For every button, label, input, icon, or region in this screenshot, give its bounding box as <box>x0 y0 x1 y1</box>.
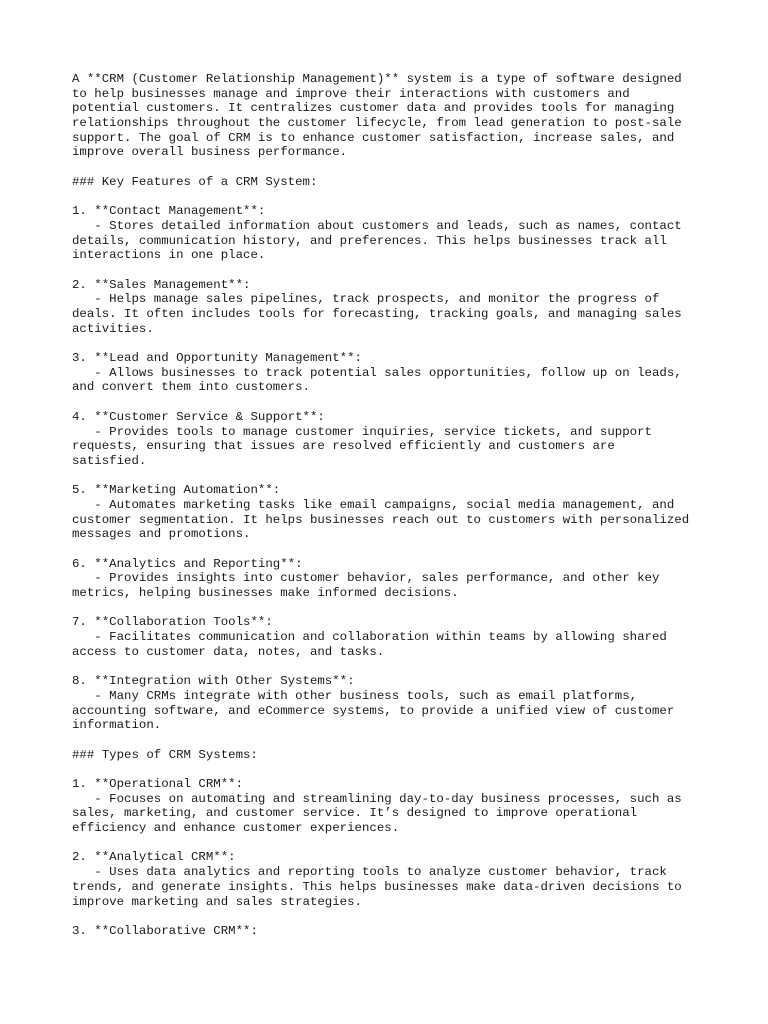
text-line: relationships throughout the customer lifecycle, from lead generation to post-sale <box>72 116 682 131</box>
text-line: - Allows businesses to track potential sales opportunities, follow up on leads, <box>72 365 682 380</box>
text-line: potential customers. It centralizes customer data and provides tools for managing <box>72 101 675 116</box>
text-line: 8. **Integration with Other Systems**: <box>72 674 355 689</box>
text-line: A **CRM (Customer Relationship Management)** system is a type of software designed <box>72 72 682 86</box>
text-line: messages and promotions. <box>72 527 251 542</box>
text-line: 2. **Sales Management**: <box>72 277 251 292</box>
text-line: 2. **Analytical CRM**: <box>72 850 236 865</box>
text-line <box>72 336 732 351</box>
text-line: support. The goal of CRM is to enhance customer satisfaction, increase sales, and <box>72 130 675 145</box>
text-line: interactions in one place. <box>72 248 266 263</box>
text-line <box>72 190 732 205</box>
text-line <box>72 469 732 484</box>
text-line: information. <box>72 718 162 733</box>
text-line: and convert them into customers. <box>72 380 310 395</box>
text-line: - Uses data analytics and reporting tools to analyze customer behavior, track <box>72 865 667 880</box>
text-line: improve overall business performance. <box>72 145 348 160</box>
text-line: 4. **Customer Service & Support**: <box>72 409 325 424</box>
text-line: 7. **Collaboration Tools**: <box>72 615 273 630</box>
text-line: improve marketing and sales strategies. <box>72 894 362 909</box>
text-line: 5. **Marketing Automation**: <box>72 483 281 498</box>
text-line: customer segmentation. It helps businesses reach out to customers with personalized <box>72 512 690 527</box>
text-line: ### Key Features of a CRM System: <box>72 174 318 189</box>
text-line: 1. **Contact Management**: <box>72 204 266 219</box>
text-line: - Helps manage sales pipelines, track prospects, and monitor the progress of <box>72 292 660 307</box>
text-line <box>72 836 732 851</box>
text-line <box>72 395 732 410</box>
text-line: - Many CRMs integrate with other business tools, such as email platforms, <box>72 688 638 703</box>
text-line <box>72 909 732 924</box>
text-line: deals. It often includes tools for forecasting, tracking goals, and managing sales <box>72 307 682 321</box>
text-line: - Provides tools to manage customer inquiries, service tickets, and support <box>72 424 652 439</box>
text-line: - Provides insights into customer behavior, sales performance, and other key <box>72 571 660 586</box>
text-line: 3. **Collaborative CRM**: <box>72 923 258 938</box>
text-line: 6. **Analytics and Reporting**: <box>72 556 303 571</box>
text-line: - Stores detailed information about customers and leads, such as names, contact <box>72 218 682 233</box>
text-line: - Facilitates communication and collaboration within teams by allowing shared <box>72 630 667 645</box>
text-line <box>72 601 732 616</box>
text-line: trends, and generate insights. This helps businesses make data-driven decisions to <box>72 879 682 894</box>
text-line: requests, ensuring that issues are resolved efficiently and customers are <box>72 439 615 454</box>
text-line: - Focuses on automating and streamlining day-to-day business processes, such as <box>72 791 682 806</box>
text-line <box>72 733 732 748</box>
text-line: accounting software, and eCommerce systems, to provide a unified view of customer <box>72 703 675 718</box>
text-line <box>72 660 732 675</box>
text-line: ### Types of CRM Systems: <box>72 747 258 762</box>
text-line: efficiency and enhance customer experiences. <box>72 821 400 836</box>
text-line: 1. **Operational CRM**: <box>72 777 244 791</box>
text-line: activities. <box>72 321 154 336</box>
text-line: satisfied. <box>72 453 147 468</box>
document-text <box>72 72 732 939</box>
text-line <box>72 762 732 777</box>
text-line: 3. **Lead and Opportunity Management**: <box>72 351 362 366</box>
text-line: to help businesses manage and improve their interactions with customers and <box>72 86 630 101</box>
text-line <box>72 160 732 175</box>
text-line <box>72 542 732 557</box>
text-line: access to customer data, notes, and tasks. <box>72 644 385 659</box>
text-line: sales, marketing, and customer service. It’s designed to improve operational <box>72 806 638 821</box>
text-line: metrics, helping businesses make informed decisions. <box>72 586 459 601</box>
text-line: details, communication history, and preferences. This helps businesses track all <box>72 233 667 248</box>
text-line: - Automates marketing tasks like email campaigns, social media management, and <box>72 497 675 512</box>
text-line <box>72 263 732 278</box>
